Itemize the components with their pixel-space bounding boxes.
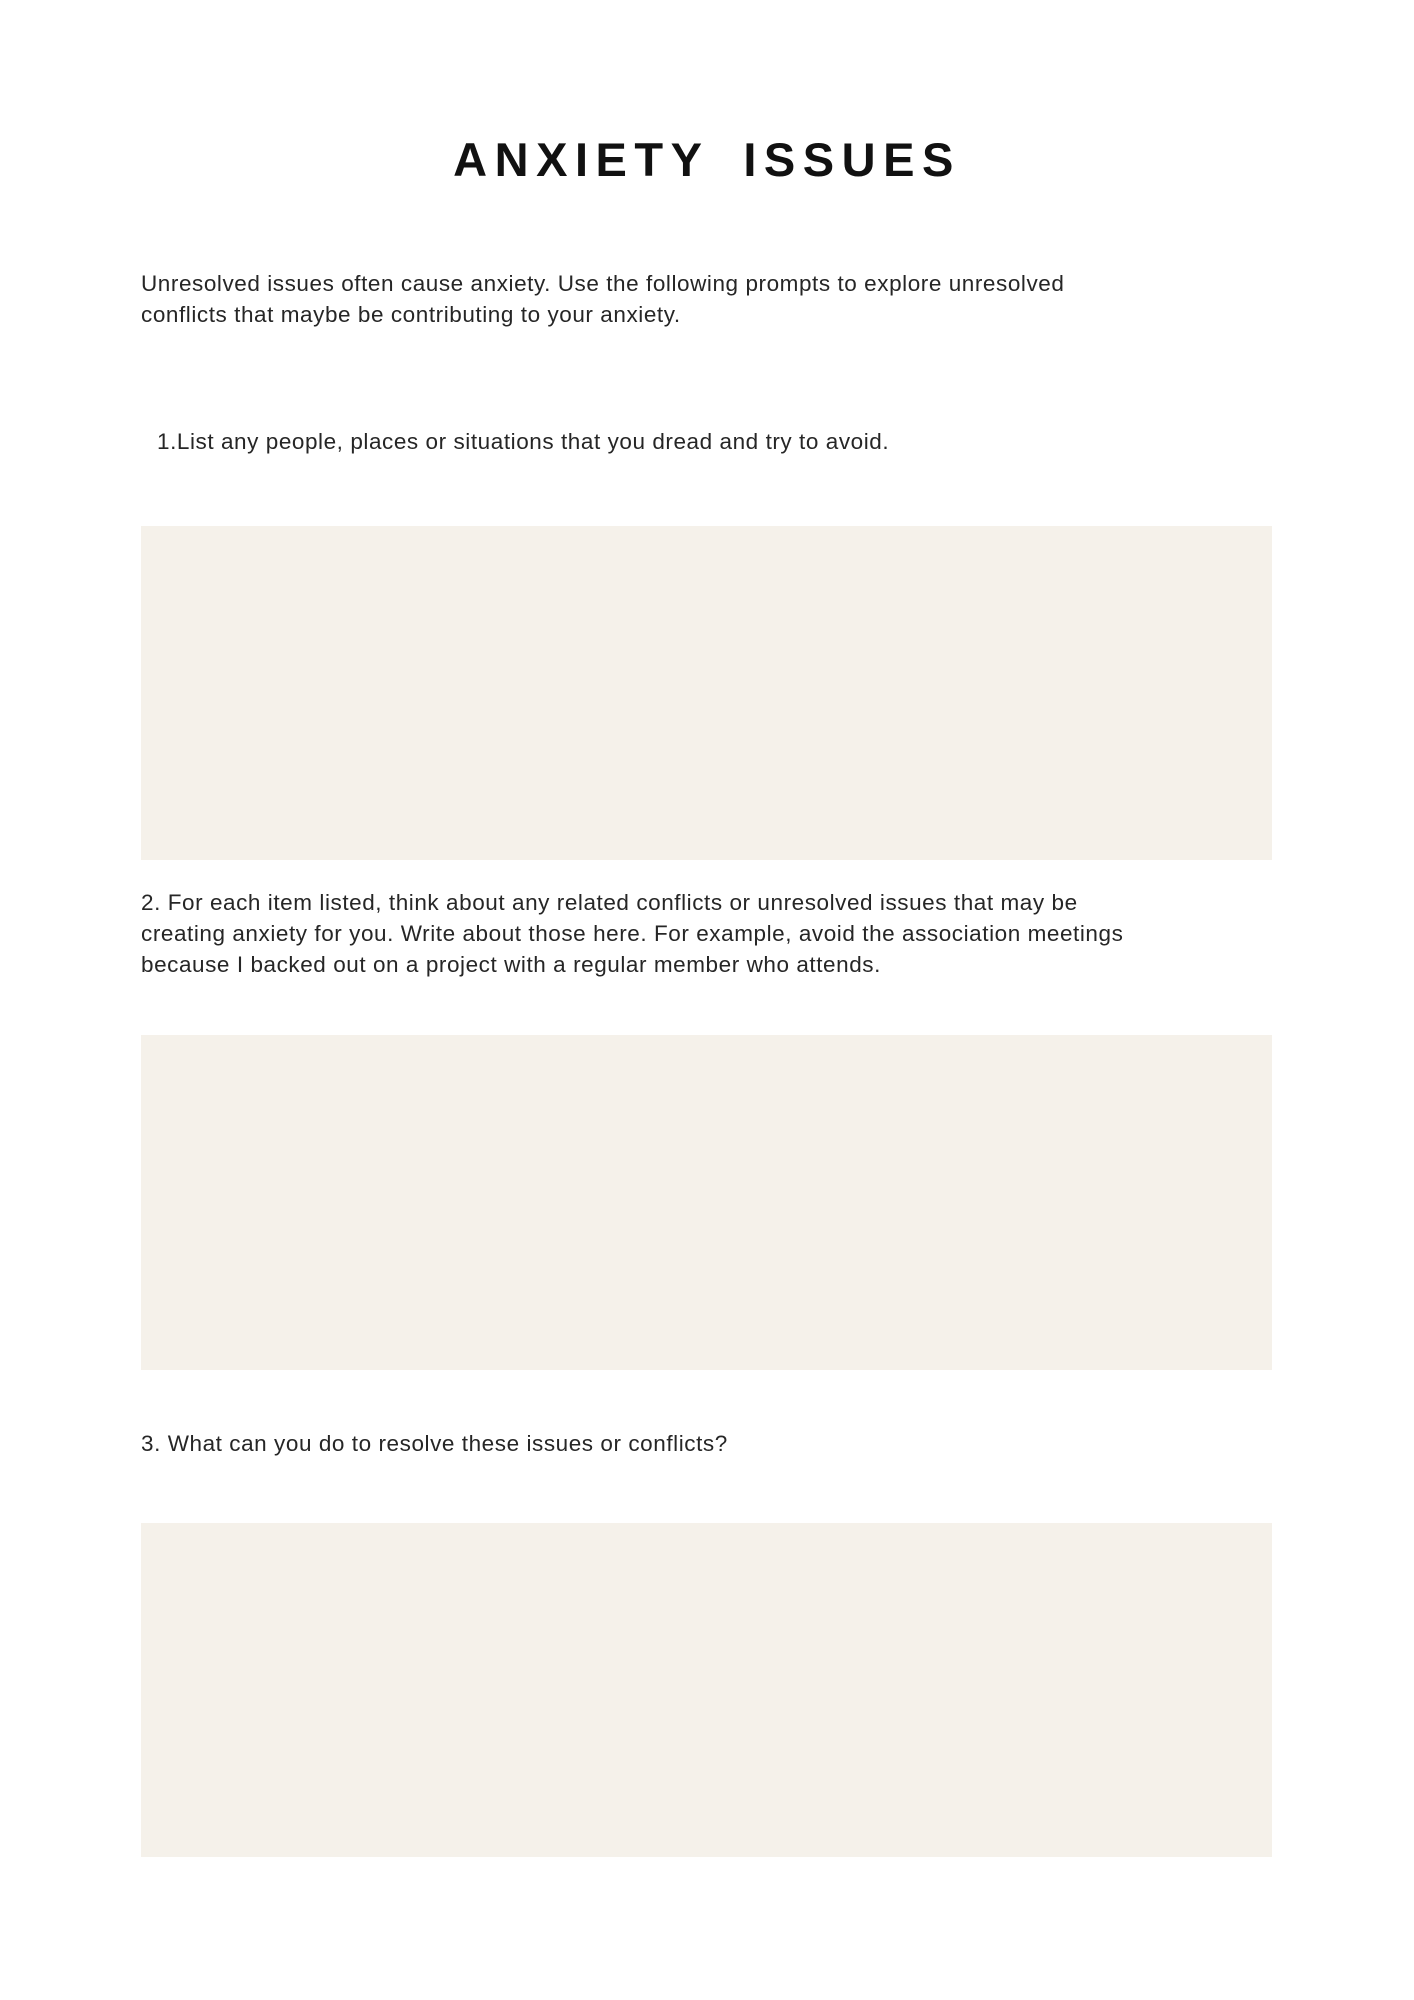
prompt-line: 2. For each item listed, think about any related conflicts or unresolved issues that may be — [141, 890, 1078, 915]
prompt-line: creating anxiety for you. Write about those here. For example, avoid the association meetings — [141, 921, 1124, 946]
prompt-1-label — [157, 426, 889, 457]
page-title: ANXIETY ISSUES — [453, 133, 961, 186]
answer-box-2[interactable] — [141, 1035, 1272, 1370]
prompt-line: because I backed out on a project with a regular member who attends. — [141, 952, 881, 977]
prompt-line: 3. What can you do to resolve these issues or conflicts? — [141, 1431, 728, 1456]
prompt-2-label — [141, 887, 1123, 980]
intro-line: Unresolved issues often cause anxiety. Use the following prompts to explore unresolved — [141, 271, 1065, 296]
prompt-3-label — [141, 1428, 728, 1459]
intro-line: conflicts that maybe be contributing to your anxiety. — [141, 302, 681, 327]
prompt-line: 1.List any people, places or situations that you dread and try to avoid. — [157, 429, 890, 454]
intro-paragraph — [141, 268, 1064, 330]
answer-box-1[interactable] — [141, 526, 1272, 860]
answer-box-3[interactable] — [141, 1523, 1272, 1857]
